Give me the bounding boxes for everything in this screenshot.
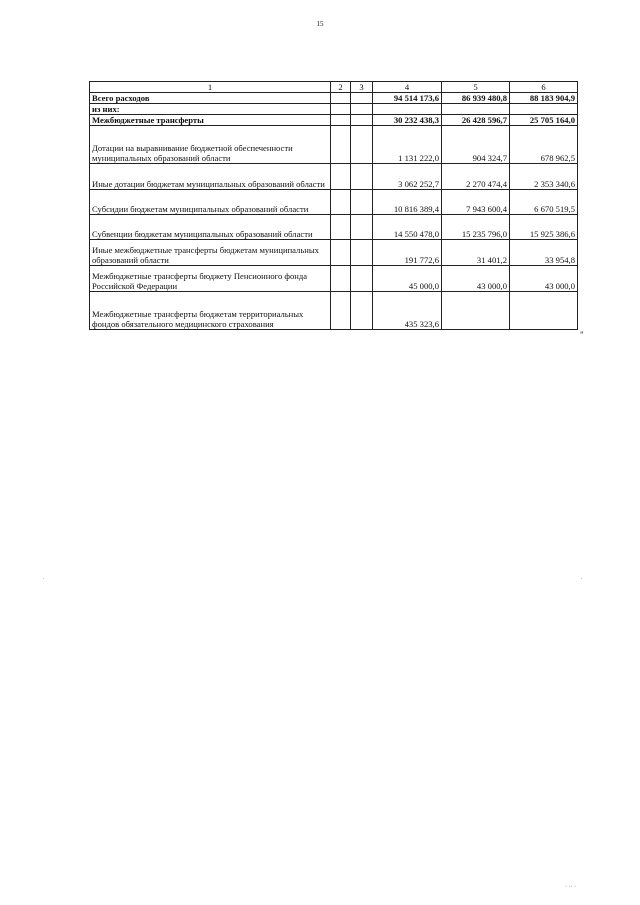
row-value-col4: 45 000,0	[373, 266, 442, 292]
row-name-cell: Иные межбюджетные трансферты бюджетам муниципальных образований области	[90, 240, 331, 266]
edge-mark-left: .	[43, 575, 45, 581]
row-value-col5	[442, 292, 510, 330]
row-name-cell: Всего расходов	[90, 93, 331, 104]
table-row	[90, 292, 578, 330]
row-value-col4: 191 772,6	[373, 240, 442, 266]
row-value-col4: 10 816 389,4	[373, 190, 442, 215]
row-value-col4: 1 131 222,0	[373, 126, 442, 164]
header-cell-5: 5	[442, 82, 510, 93]
row-col2-cell	[331, 215, 351, 240]
row-col3-cell	[351, 115, 373, 126]
table-row	[90, 266, 578, 292]
row-name-cell: Межбюджетные трансферты	[90, 115, 331, 126]
table-row	[90, 190, 578, 215]
header-cell-3: 3	[351, 82, 373, 93]
header-cell-2: 2	[331, 82, 351, 93]
row-value-col5: 2 270 474,4	[442, 164, 510, 190]
budget-table	[89, 81, 578, 330]
row-value-col5: 7 943 600,4	[442, 190, 510, 215]
row-col3-cell	[351, 190, 373, 215]
page-number: 15	[316, 20, 324, 28]
row-col2-cell	[331, 240, 351, 266]
row-value-col4: 14 550 478,0	[373, 215, 442, 240]
row-value-col5: 86 939 480,8	[442, 93, 510, 104]
row-name-cell: Субсидии бюджетам муниципальных образований области	[90, 190, 331, 215]
row-value-col6: 15 925 386,6	[510, 215, 578, 240]
row-value-col5: 904 324,7	[442, 126, 510, 164]
row-value-col5: 43 000,0	[442, 266, 510, 292]
row-value-col5: 15 235 796,0	[442, 215, 510, 240]
table-row	[90, 215, 578, 240]
row-value-col6: 88 183 904,9	[510, 93, 578, 104]
closing-quote: "	[580, 330, 584, 340]
header-row	[90, 82, 578, 93]
row-value-col4: 94 514 173,6	[373, 93, 442, 104]
row-col2-cell	[331, 115, 351, 126]
row-col2-cell	[331, 164, 351, 190]
row-value-col6	[510, 292, 578, 330]
row-value-col6: 6 670 519,5	[510, 190, 578, 215]
row-value-col5	[442, 104, 510, 115]
row-col3-cell	[351, 104, 373, 115]
edge-mark-right: .	[581, 575, 583, 581]
row-value-col4: 435 323,6	[373, 292, 442, 330]
row-col3-cell	[351, 292, 373, 330]
row-col2-cell	[331, 266, 351, 292]
row-value-col6: 2 353 340,6	[510, 164, 578, 190]
row-name-cell: Межбюджетные трансферты бюджетам территориальных фондов обязательного медицинского страхования	[90, 292, 331, 330]
row-name-cell: Иные дотации бюджетам муниципальных образований области	[90, 164, 331, 190]
row-value-col4	[373, 104, 442, 115]
row-col3-cell	[351, 240, 373, 266]
header-cell-1: 1	[90, 82, 331, 93]
row-value-col6	[510, 104, 578, 115]
row-value-col6: 43 000,0	[510, 266, 578, 292]
row-col3-cell	[351, 126, 373, 164]
edge-mark-bottom: · ·· ·	[565, 884, 576, 890]
row-name-cell: Субвенции бюджетам муниципальных образований области	[90, 215, 331, 240]
table-row	[90, 164, 578, 190]
row-col3-cell	[351, 266, 373, 292]
row-col2-cell	[331, 190, 351, 215]
row-value-col4: 3 062 252,7	[373, 164, 442, 190]
header-cell-6: 6	[510, 82, 578, 93]
row-col3-cell	[351, 164, 373, 190]
table-row	[90, 104, 578, 115]
header-cell-4: 4	[373, 82, 442, 93]
table-row	[90, 240, 578, 266]
row-col3-cell	[351, 93, 373, 104]
row-name-cell: Дотации на выравнивание бюджетной обеспеченности муниципальных образований области	[90, 126, 331, 164]
row-value-col4: 30 232 438,3	[373, 115, 442, 126]
row-value-col6: 33 954,8	[510, 240, 578, 266]
row-col2-cell	[331, 93, 351, 104]
row-value-col6: 678 962,5	[510, 126, 578, 164]
row-col2-cell	[331, 126, 351, 164]
table-body	[90, 82, 578, 330]
row-name-cell: из них:	[90, 104, 331, 115]
row-value-col5: 26 428 596,7	[442, 115, 510, 126]
row-value-col6: 25 705 164,0	[510, 115, 578, 126]
table-row	[90, 115, 578, 126]
table-row	[90, 93, 578, 104]
row-col3-cell	[351, 215, 373, 240]
row-name-cell: Межбюджетные трансферты бюджету Пенсионного фонда Российской Федерации	[90, 266, 331, 292]
row-col2-cell	[331, 104, 351, 115]
row-value-col5: 31 401,2	[442, 240, 510, 266]
table-row	[90, 126, 578, 164]
row-col2-cell	[331, 292, 351, 330]
